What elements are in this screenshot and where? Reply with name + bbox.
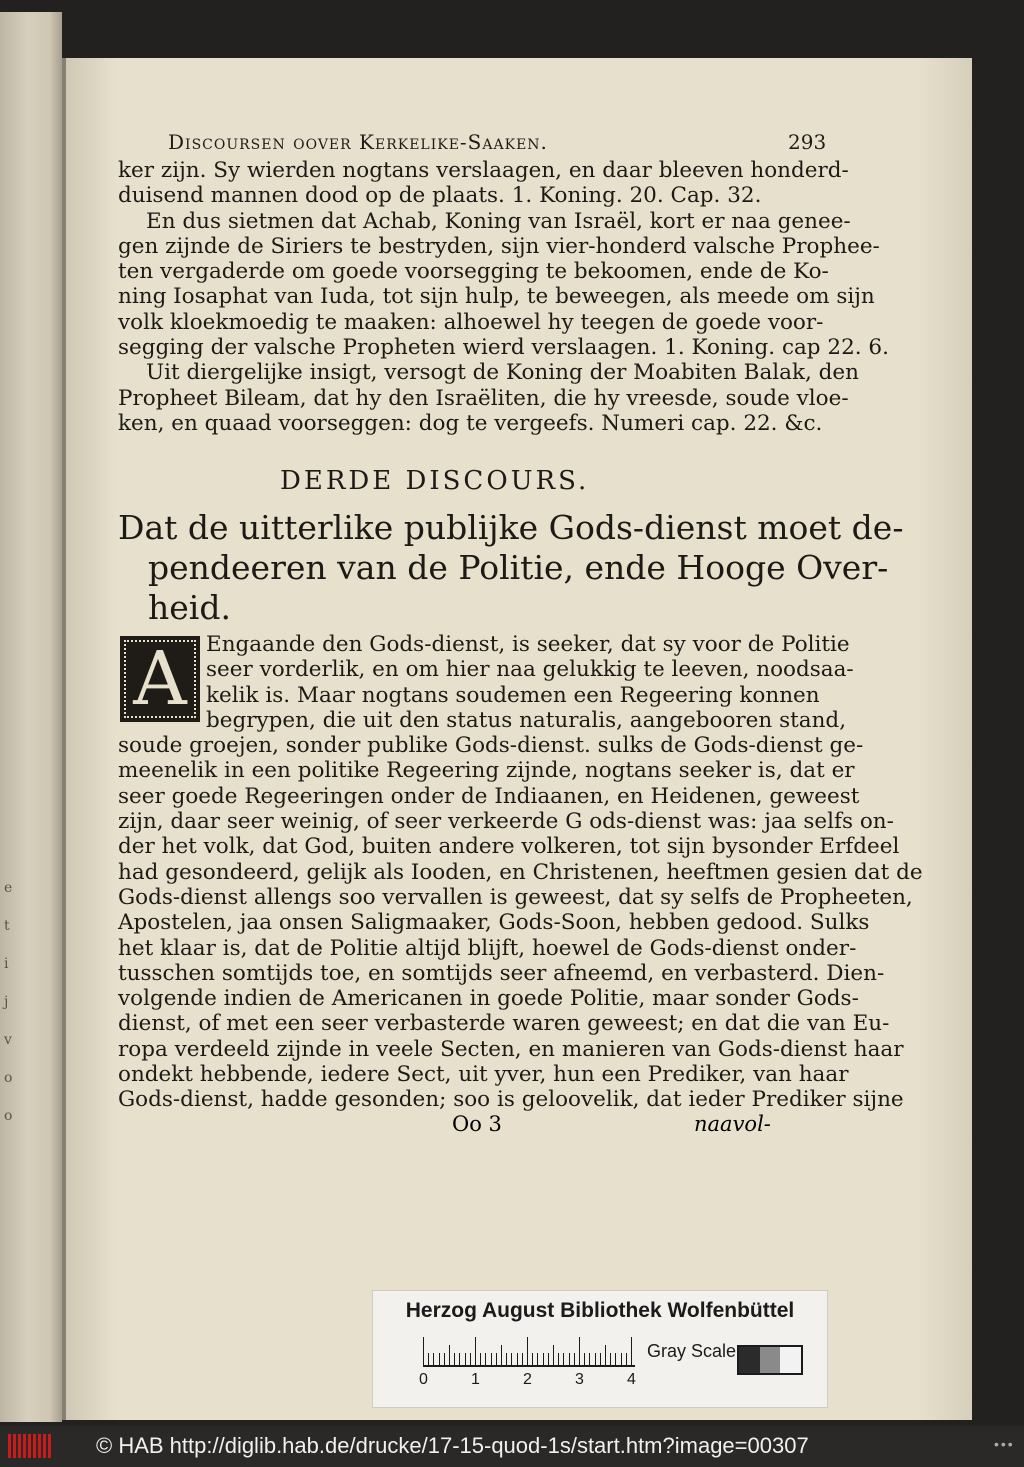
ruler-tick bbox=[511, 1353, 512, 1365]
text-line: segging der valsche Propheten wierd verslaagen. 1. Koning. cap 22. 6. bbox=[118, 335, 889, 361]
ruler-tick bbox=[485, 1353, 486, 1365]
ruler-number: 2 bbox=[523, 1371, 532, 1388]
ruler-tick bbox=[537, 1353, 538, 1365]
gray-swatch bbox=[760, 1347, 781, 1373]
gray-swatch bbox=[739, 1347, 760, 1373]
ruler-tick bbox=[423, 1337, 424, 1365]
text-line: ondekt hebbende, iedere Sect, uit yver, hun een Prediker, van haar bbox=[118, 1062, 849, 1088]
paragraph-2 bbox=[118, 632, 923, 1113]
facing-page-edge bbox=[0, 12, 62, 1422]
viewer-footer bbox=[0, 1426, 1024, 1467]
text-line: Apostelen, jaa onsen Saligmaaker, Gods-Soon, hebben gedood. Sulks bbox=[118, 910, 870, 936]
text-line: volgende indien de Americanen in goede Politie, maar sonder Gods- bbox=[118, 986, 859, 1012]
ruler-tick bbox=[605, 1345, 606, 1365]
subheading-line: Dat de uitterlike publijke Gods-dienst moet de- bbox=[118, 508, 904, 547]
ruler-tick bbox=[600, 1353, 601, 1365]
ruler-tick bbox=[558, 1353, 559, 1365]
gray-scale-label: Gray Scale bbox=[647, 1341, 737, 1361]
ruler-tick bbox=[579, 1337, 580, 1365]
text-line: ker zijn. Sy wierden nogtans verslaagen, en daar bleeven honderd- bbox=[118, 158, 849, 183]
section-subheading bbox=[118, 508, 904, 628]
page-number: 293 bbox=[788, 130, 827, 154]
ruler-tick bbox=[626, 1353, 627, 1365]
running-head-title: Discoursen oover Kerkelike-Saaken. bbox=[168, 130, 548, 154]
text-line: het klaar is, dat de Politie altijd blijft, hoewel de Gods-dienst onder- bbox=[118, 935, 857, 961]
ruler-tick bbox=[621, 1353, 622, 1365]
ruler-tick bbox=[569, 1353, 570, 1365]
ruler-tick bbox=[610, 1353, 611, 1365]
library-name: Herzog August Bibliothek Wolfenbüttel bbox=[405, 1299, 795, 1322]
text-line: dienst, of met een seer verbasterde waren geweest; en dat die van Eu- bbox=[118, 1011, 890, 1037]
text-line: kelik is. Maar nogtans soudemen een Regeering konnen bbox=[206, 682, 820, 708]
ruler-tick bbox=[475, 1337, 476, 1365]
ruler-number: 3 bbox=[575, 1371, 584, 1388]
ruler-tick bbox=[584, 1353, 585, 1365]
ruler-tick bbox=[491, 1353, 492, 1365]
subheading-line: heid. bbox=[148, 588, 231, 627]
text-line: ten vergaderde om goede voorsegging te bekoomen, ende de Ko- bbox=[118, 259, 829, 285]
ruler-tick bbox=[553, 1345, 554, 1365]
ruler-tick bbox=[543, 1353, 544, 1365]
text-line: meenelik in een politike Regeering zijnde, nogtans seeker is, dat er bbox=[118, 758, 855, 784]
ruler-tick bbox=[501, 1345, 502, 1365]
margin-mark: e bbox=[4, 880, 13, 896]
scale-ruler bbox=[423, 1335, 635, 1367]
text-line: En dus sietmen dat Achab, Koning van Israël, kort er naa genee- bbox=[146, 208, 851, 234]
text-line: duisend mannen dood op de plaats. 1. Koning. 20. Cap. 32. bbox=[118, 183, 762, 209]
running-head bbox=[168, 130, 868, 160]
text-line: Gods-dienst, hadde gesonden; soo is geloovelik, dat ieder Prediker sijne bbox=[118, 1087, 904, 1113]
margin-mark: t bbox=[4, 918, 10, 934]
signature-mark: Oo 3 bbox=[452, 1112, 502, 1136]
margin-mark: o bbox=[4, 1070, 13, 1086]
ruler-tick bbox=[459, 1353, 460, 1365]
ruler-tick bbox=[465, 1353, 466, 1365]
ruler-tick bbox=[563, 1353, 564, 1365]
more-options-icon[interactable]: ••• bbox=[994, 1436, 1015, 1452]
ruler-tick bbox=[631, 1337, 632, 1365]
ruler-tick bbox=[433, 1353, 434, 1365]
ruler-tick bbox=[517, 1353, 518, 1365]
ruler-tick bbox=[454, 1353, 455, 1365]
text-line: soude groejen, sonder publike Gods-dienst. sulks de Gods-dienst ge- bbox=[118, 733, 864, 759]
ruler-tick bbox=[527, 1337, 528, 1365]
ruler-tick bbox=[589, 1353, 590, 1365]
gray-swatch bbox=[780, 1347, 801, 1373]
gray-scale-bar bbox=[737, 1345, 803, 1375]
text-line: ken, en quaad voorseggen: dog te vergeefs. Numeri cap. 22. &c. bbox=[118, 410, 823, 436]
text-line: Engaande den Gods-dienst, is seeker, dat sy voor de Politie bbox=[206, 632, 850, 657]
text-line: volk kloekmoedig te maaken: alhoewel hy teegen de goede voor- bbox=[118, 309, 824, 335]
ruler-tick bbox=[548, 1353, 549, 1365]
ruler-tick bbox=[522, 1353, 523, 1365]
ruler-tick bbox=[439, 1353, 440, 1365]
text-line: gen zijnde de Siriers te bestryden, sijn vier-honderd valsche Prophee- bbox=[118, 233, 880, 259]
margin-mark: j bbox=[4, 994, 9, 1010]
text-line: Uit diergelijke insigt, versogt de Koning der Moabiten Balak, den bbox=[146, 360, 859, 386]
subheading-line: pendeeren van de Politie, ende Hooge Over- bbox=[148, 548, 889, 587]
margin-mark: i bbox=[4, 956, 9, 972]
ruler-tick bbox=[532, 1353, 533, 1365]
text-line: seer goede Regeeringen onder de Indiaanen, en Heidenen, geweest bbox=[118, 783, 860, 809]
page-footer bbox=[118, 1112, 790, 1142]
ruler-tick bbox=[428, 1353, 429, 1365]
text-line: Propheet Bileam, dat hy den Israëliten, die hy vreesde, soude vloe- bbox=[118, 385, 849, 411]
section-heading: DERDE DISCOURS. bbox=[280, 466, 590, 496]
ruler-tick bbox=[480, 1353, 481, 1365]
text-line: zijn, daar seer weinig, of seer verkeerde G ods-dienst was: jaa selfs on- bbox=[118, 809, 894, 835]
drop-cap: A bbox=[120, 636, 200, 722]
ruler-tick bbox=[574, 1353, 575, 1365]
text-line: der het volk, dat God, buiten andere volkeren, tot sijn bysonder Erfdeel bbox=[118, 834, 900, 860]
ruler-number: 4 bbox=[627, 1371, 636, 1388]
gutter bbox=[62, 58, 66, 1420]
text-line: seer vorderlik, en om hier naa gelukkig te leeven, noodsaa- bbox=[206, 657, 854, 683]
ruler-tick bbox=[444, 1353, 445, 1365]
text-line: had gesondeerd, gelijk als Iooden, en Christenen, heeftmen gesien dat de bbox=[118, 859, 923, 885]
ruler-number: 0 bbox=[419, 1371, 428, 1388]
text-line: tusschen somtijds toe, en somtijds seer afneemd, en verbasterd. Dien- bbox=[118, 960, 885, 986]
catchword: naavol- bbox=[694, 1112, 771, 1136]
copyright-url[interactable]: © HAB http://diglib.hab.de/drucke/17-15-quod-1s/start.htm?image=00307 bbox=[96, 1433, 809, 1458]
text-line: ropa verdeeld zijnde in veele Secten, en manieren van Gods-dienst haar bbox=[118, 1036, 904, 1062]
text-line: begrypen, die uit den status naturalis, aangebooren stand, bbox=[206, 707, 847, 733]
hab-logo-icon[interactable] bbox=[8, 1434, 52, 1458]
text-line: ning Iosaphat van Iuda, tot sijn hulp, te beweegen, als meede om sijn bbox=[118, 284, 875, 310]
paragraph-1 bbox=[118, 158, 889, 436]
ruler-tick bbox=[615, 1353, 616, 1365]
ruler-tick bbox=[470, 1353, 471, 1365]
margin-mark: v bbox=[4, 1032, 12, 1048]
ruler-number: 1 bbox=[471, 1371, 480, 1388]
text-line: Gods-dienst allengs soo vervallen is geweest, dat sy selfs de Propheeten, bbox=[118, 884, 913, 910]
ruler-tick bbox=[496, 1353, 497, 1365]
ruler-tick bbox=[595, 1353, 596, 1365]
ruler-tick bbox=[506, 1353, 507, 1365]
ruler-tick bbox=[449, 1345, 450, 1365]
library-label-card bbox=[372, 1290, 828, 1408]
margin-mark: o bbox=[4, 1108, 13, 1124]
